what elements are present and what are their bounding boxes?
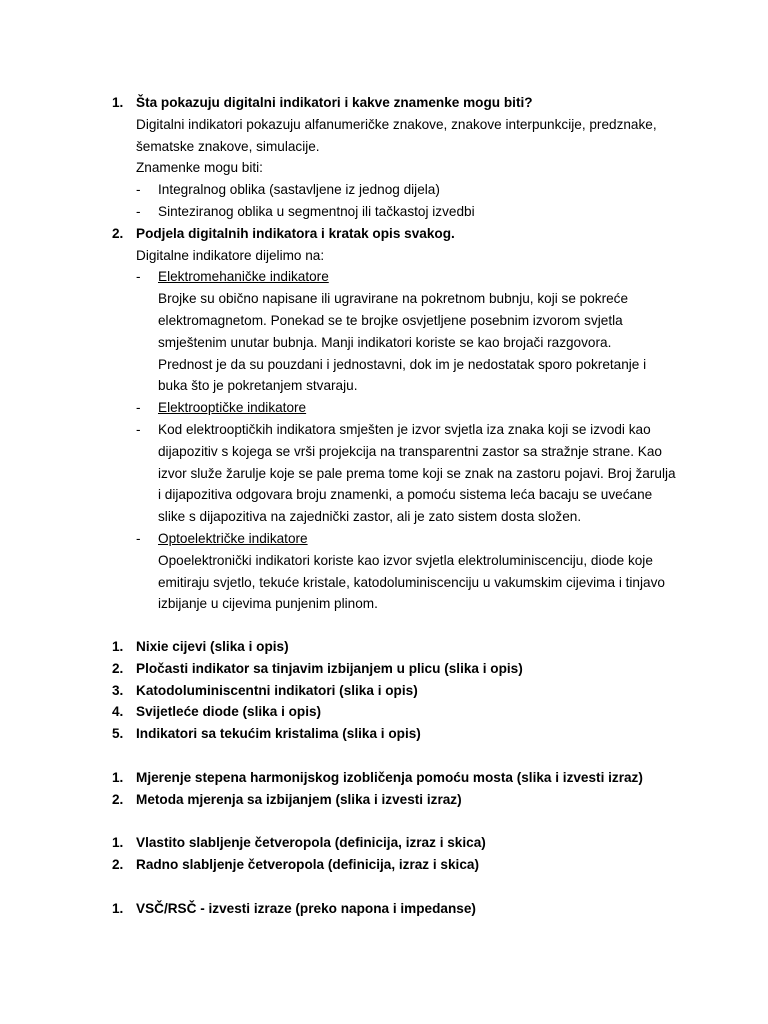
answer-line: Znamenke mogu biti:	[136, 160, 263, 176]
list-item	[0, 789, 768, 811]
description-line: buka što je pokretanjem stvaraju.	[158, 378, 358, 394]
bullet-item	[0, 419, 768, 441]
question-number: 1.	[112, 95, 124, 110]
list-item	[0, 701, 768, 723]
answer-line: Digitalne indikatore dijelimo na:	[136, 247, 325, 263]
item-text: Svijetleće diode (slika i opis)	[136, 704, 322, 720]
bullet-item	[0, 201, 768, 223]
item-number: 1.	[112, 901, 124, 916]
item-number: 2.	[112, 791, 124, 807]
list-item	[0, 680, 768, 702]
bullet-item	[0, 528, 768, 550]
item-text: VSČ/RSČ - izvesti izraze (preko napona i impedanse)	[136, 901, 476, 916]
indicator-type-name: Optoelektričke indikatore	[158, 530, 308, 546]
list-item	[0, 636, 768, 658]
indicator-type-name: Elektrooptičke indikatore	[158, 400, 307, 416]
list-item	[0, 723, 768, 745]
question-1	[0, 92, 768, 114]
item-text: Indikatori sa tekućim kristalima (slika i opis)	[136, 726, 421, 742]
description-line: Prednost je da su pouzdani i jednostavni, dok im je nedostatak sporo pokretanje i	[158, 356, 647, 372]
vsc-list	[0, 898, 768, 920]
question-title: Šta pokazuju digitalni indikatori i kakve znamenke mogu biti?	[136, 95, 533, 110]
item-text: Vlastito slabljenje četveropola (definicija, izraz i skica)	[136, 835, 486, 850]
bullet-item	[0, 179, 768, 201]
list-item	[0, 854, 768, 876]
question-number: 2.	[112, 225, 124, 241]
description-line: i dijapozitiva odgovara broju znamenki, a pomoću sistema leća bacaju se uvećane	[158, 487, 653, 503]
bullet-dash: -	[136, 530, 141, 546]
item-text: Nixie cijevi (slika i opis)	[136, 639, 289, 654]
list-item	[0, 898, 768, 920]
bullet-item	[0, 397, 768, 419]
question-title: Podjela digitalnih indikatora i kratak opis svakog.	[136, 225, 455, 241]
item-number: 4.	[112, 704, 124, 720]
bullet-text: Integralnog oblika (sastavljene iz jednog dijela)	[158, 182, 440, 198]
bullet-dash: -	[136, 400, 141, 416]
bullet-dash: -	[136, 182, 141, 198]
answer-line: šematske znakove, simulacije.	[136, 138, 320, 154]
item-number: 3.	[112, 682, 124, 698]
measurement-list	[0, 767, 768, 811]
description-line: izvor služe žarulje koje se pale prema tome koji se znak na zastoru pojavi. Broj žarulja	[158, 465, 676, 481]
bullet-item	[0, 266, 768, 288]
description-line: izbijanje u cijevima punjenim plinom.	[158, 596, 378, 612]
item-number: 5.	[112, 726, 124, 742]
description-line: Brojke su obično napisane ili ugravirane na pokretnom bubnju, koji se pokreće	[158, 291, 629, 307]
item-number: 1.	[112, 770, 124, 785]
description-line: dijapozitiv s kojega se vrši projekcija na transparentni zastor sa stražnje strane. Kao	[158, 443, 662, 459]
item-text: Mjerenje stepena harmonijskog izobličenja pomoću mosta (slika i izvesti izraz)	[136, 770, 643, 785]
answer-line: Digitalni indikatori pokazuju alfanumeričke znakove, znakove interpunkcije, predznake,	[136, 116, 657, 132]
item-text: Radno slabljenje četveropola (definicija, izraz i skica)	[136, 856, 479, 872]
list-item	[0, 832, 768, 854]
indicator-type-name: Elektromehaničke indikatore	[158, 269, 329, 285]
item-number: 1.	[112, 835, 124, 850]
question-2	[0, 223, 768, 245]
attenuation-list	[0, 832, 768, 876]
bullet-dash: -	[136, 203, 141, 219]
description-line: Kod elektrooptičkih indikatora smješten je izvor svjetla iza znaka koji se izvodi kao	[158, 421, 651, 437]
list-item	[0, 767, 768, 789]
description-line: elektromagnetom. Ponekad se te brojke osvjetljene posebnim izvorom svjetla	[158, 312, 623, 328]
item-text: Pločasti indikator sa tinjavim izbijanjem u plicu (slika i opis)	[136, 660, 523, 676]
item-text: Katodoluminiscentni indikatori (slika i opis)	[136, 682, 418, 698]
indicators-list	[0, 636, 768, 745]
item-number: 2.	[112, 856, 124, 872]
bullet-dash: -	[136, 421, 141, 437]
description-line: smještenim unutar bubnja. Manji indikatori koriste se kao brojači razgovora.	[158, 334, 612, 350]
bullet-dash: -	[136, 269, 141, 285]
list-item	[0, 658, 768, 680]
item-text: Metoda mjerenja sa izbijanjem (slika i izvesti izraz)	[136, 791, 462, 807]
description-line: Opoelektronički indikatori koriste kao izvor svjetla elektroluminiscenciju, diode koje	[158, 552, 653, 568]
description-line: emitiraju svjetlo, tekuće kristale, katodoluminiscenciju u vakumskim cijevima i tinjavo	[158, 574, 665, 590]
bullet-text: Sinteziranog oblika u segmentnoj ili tačkastoj izvedbi	[158, 203, 475, 219]
item-number: 2.	[112, 660, 124, 676]
description-line: slike s dijapozitiva na zajednički zastor, ali je zato sistem dosta složen.	[158, 509, 582, 525]
questions-section	[0, 92, 768, 615]
item-number: 1.	[112, 639, 124, 654]
